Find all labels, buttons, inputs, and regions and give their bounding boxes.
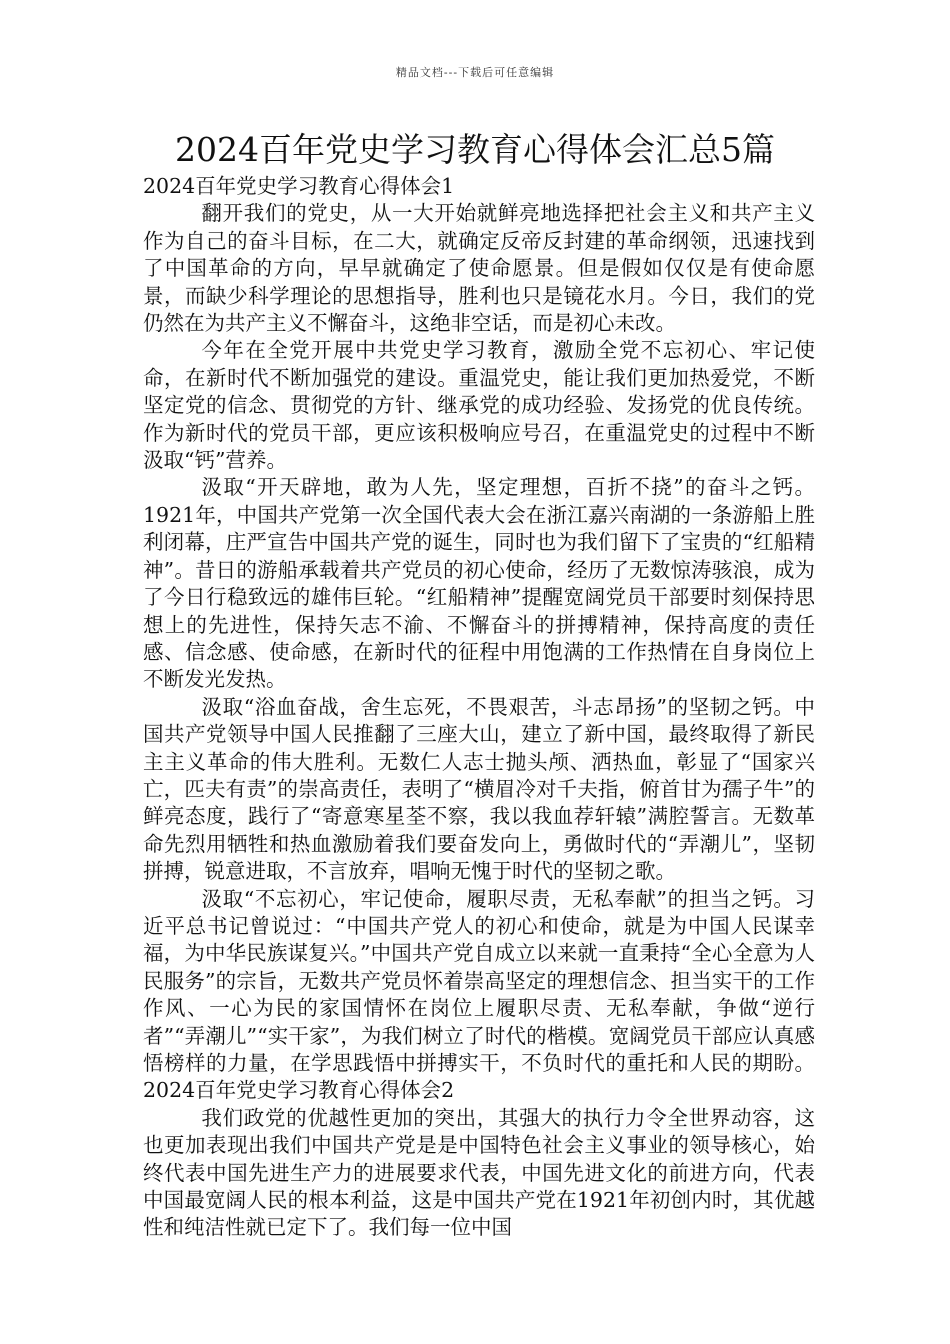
paragraph: 汲取“浴血奋战，舍生忘死，不畏艰苦，斗志昂扬”的坚韧之钙。中国共产党领导中国人民推翻了三座大山，建立了新中国，最终取得了新民主主义革命的伟大胜利。无数仁人志士抛头颅、洒热血，彰显了“国家兴亡，匹夫有责”的崇高责任，表明了“横眉冷对千夫指，俯首甘为孺子牛”的鲜亮态度，践行了“寄意寒星荃不察，我以我血荐轩辕”满腔誓言。无数革命先烈用牺牲和热血激励着我们要奋发向上，勇做时代的“弄潮儿”，坚韧拼搏，锐意进取，不言放弃，唱响无愧于时代的坚韧之歌。 <box>143 694 815 884</box>
paragraph: 汲取“不忘初心，牢记使命，履职尽责，无私奉献”的担当之钙。习近平总书记曾说过：“中国共产党人的初心和使命，就是为中国人民谋幸福，为中华民族谋复兴。”中国共产党自成立以来就一直秉持“全心全意为人民服务”的宗旨，无数共产党员怀着崇高坚定的理想信念、担当实干的工作作风、一心为民的家国情怀在岗位上履职尽责、无私奉献，争做“逆行者”“弄潮儿”“实干家”，为我们树立了时代的楷模。宽阔党员干部应认真感悟榜样的力量，在学思践悟中拼搏实干，不负时代的重托和人民的期盼。2024百年党史学习教育心得体会2 <box>143 886 815 1103</box>
paragraph: 今年在全党开展中共党史学习教育，激励全党不忘初心、牢记使命，在新时代不断加强党的建设。重温党史，能让我们更加热爱党，不断坚定党的信念、贯彻党的方针、继承党的成功经验、发扬党的优良传统。作为新时代的党员干部，更应该积极响应号召，在重温党史的过程中不断汲取“钙”营养。 <box>143 338 815 473</box>
section-heading: 2024百年党史学习教育心得体会1 <box>143 174 455 198</box>
paragraph: 我们政党的优越性更加的突出，其强大的执行力令全世界动容，这也更加表现出我们中国共产党是是中国特色社会主义事业的领导核心，始终代表中国先进生产力的进展要求代表，中国先进文化的前进方向，代表中国最宽阔人民的根本利益，这是中国共产党在1921年初创内时，其优越性和纯洁性就已定下了。我们每一位中国 <box>143 1105 815 1240</box>
header-note: 精品文档---下载后可任意编辑 <box>395 66 555 79</box>
document-body <box>143 173 815 1242</box>
paragraph: 翻开我们的党史，从一大开始就鲜亮地选择把社会主义和共产主义作为自己的奋斗目标，在二大，就确定反帝反封建的革命纲领，迅速找到了中国革命的方向，早早就确定了使命愿景。但是假如仅仅是有使命愿景，而缺少科学理论的思想指导，胜利也只是镜花水月。今日，我们的党仍然在为共产主义不懈奋斗，这绝非空话，而是初心未改。 <box>143 201 815 336</box>
document-title: 2024百年党史学习教育心得体会汇总5篇 <box>175 130 775 169</box>
paragraph: 汲取“开天辟地，敢为人先，坚定理想，百折不挠”的奋斗之钙。1921年，中国共产党第一次全国代表大会在浙江嘉兴南湖的一条游船上胜利闭幕，庄严宣告中国共产党的诞生，同时也为我们留下了宝贵的“红船精神”。昔日的游船承载着共产党员的初心使命，经历了无数惊涛骇浪，成为了今日行稳致远的雄伟巨轮。“红船精神”提醒宽阔党员干部要时刻保持思想上的先进性，保持矢志不渝、不懈奋斗的拼搏精神，保持高度的责任感、信念感、使命感，在新时代的征程中用饱满的工作热情在自身岗位上不断发光发热。 <box>143 475 815 692</box>
